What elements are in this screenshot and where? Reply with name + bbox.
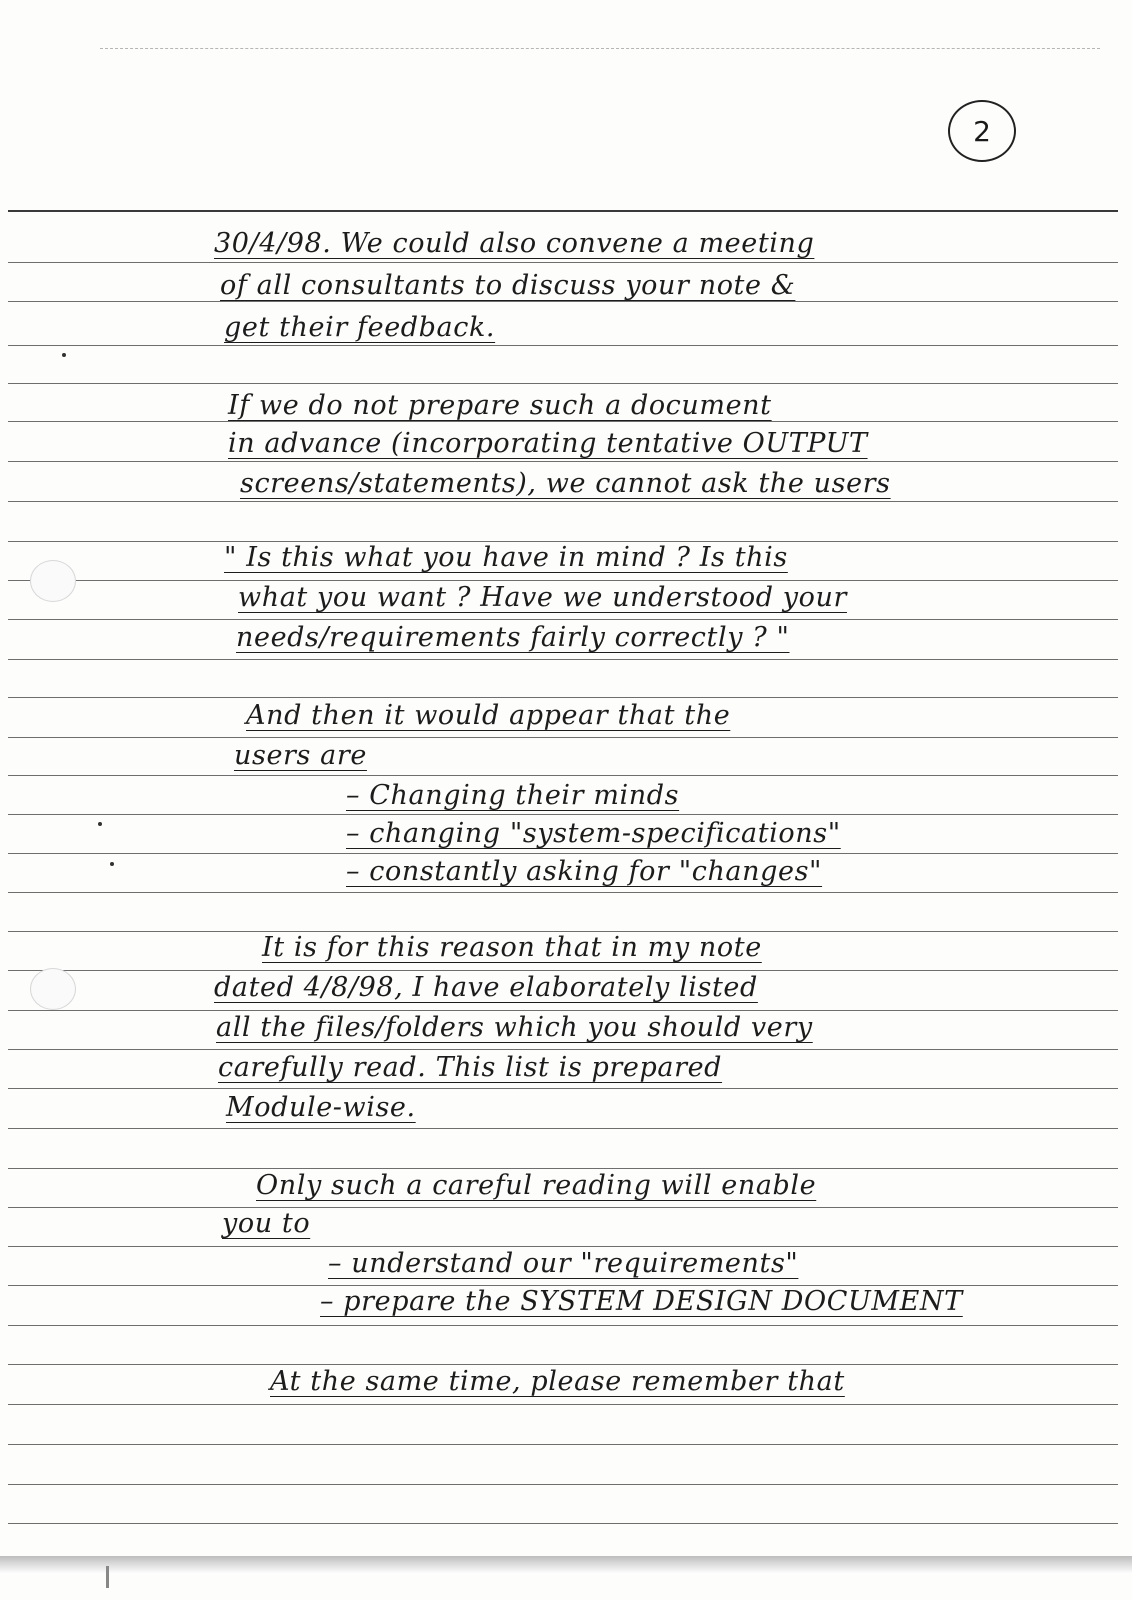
page-number: 2	[973, 114, 991, 148]
handwritten-line: carefully read. This list is prepared	[218, 1052, 723, 1083]
handwritten-line: users are	[234, 740, 367, 771]
ruled-line	[8, 1207, 1118, 1208]
handwritten-line: At the same time, please remember that	[270, 1366, 845, 1397]
ruled-line	[8, 619, 1118, 620]
stray-mark	[98, 822, 102, 826]
ruled-line	[8, 1128, 1118, 1129]
handwritten-line: – prepare the SYSTEM DESIGN DOCUMENT	[320, 1286, 963, 1317]
ruled-line	[8, 814, 1118, 815]
ruled-line	[8, 580, 1118, 581]
handwritten-line: – changing "system-specifications"	[346, 818, 841, 849]
handwritten-line: If we do not prepare such a document	[228, 390, 772, 421]
handwritten-line: what you want ? Have we understood your	[238, 582, 847, 613]
ruled-line	[8, 775, 1118, 776]
punch-hole	[30, 560, 76, 602]
ruled-line	[8, 262, 1118, 263]
handwritten-line: get their feedback.	[224, 312, 496, 343]
ruled-line	[8, 697, 1118, 698]
punch-hole	[30, 968, 76, 1010]
handwritten-line: Module-wise.	[226, 1092, 416, 1123]
ruled-line	[8, 1364, 1118, 1365]
handwritten-line: – understand our "requirements"	[328, 1248, 799, 1279]
handwritten-line: Only such a careful reading will enable	[256, 1170, 817, 1201]
ruled-line	[8, 461, 1118, 462]
ruled-line	[8, 383, 1118, 384]
page-number-circle	[948, 100, 1016, 162]
ruled-line	[8, 970, 1118, 971]
ruled-line	[8, 1049, 1118, 1050]
handwritten-line: It is for this reason that in my note	[262, 932, 762, 963]
handwritten-line: – constantly asking for "changes"	[346, 856, 823, 887]
ruled-line	[8, 1484, 1118, 1485]
ruled-line	[8, 1010, 1118, 1011]
top-dashed-line	[100, 48, 1100, 49]
ruled-line	[8, 210, 1118, 212]
ruled-line	[8, 501, 1118, 502]
handwritten-line: of all consultants to discuss your note &	[220, 270, 796, 301]
ruled-line	[8, 659, 1118, 660]
ruled-line	[8, 1325, 1118, 1326]
scan-bottom-edge	[0, 1556, 1132, 1574]
stray-mark	[110, 862, 114, 866]
ruled-line	[8, 1088, 1118, 1089]
ruled-line	[8, 737, 1118, 738]
ruled-line	[8, 853, 1118, 854]
handwritten-line: needs/requirements fairly correctly ? "	[236, 622, 790, 653]
handwritten-line: 30/4/98. We could also convene a meeting	[214, 228, 815, 259]
ruled-line	[8, 1523, 1118, 1524]
handwritten-line: in advance (incorporating tentative OUTPUT	[228, 428, 868, 459]
stray-mark	[62, 353, 66, 357]
ruled-line	[8, 1404, 1118, 1405]
handwritten-line: all the files/folders which you should very	[216, 1012, 813, 1043]
handwritten-line: " Is this what you have in mind ? Is this	[224, 542, 788, 573]
handwritten-line: – Changing their minds	[346, 780, 680, 811]
handwritten-line: screens/statements), we cannot ask the users	[240, 468, 891, 499]
ruled-line	[8, 892, 1118, 893]
ruled-line	[8, 1246, 1118, 1247]
ruled-line	[8, 1168, 1118, 1169]
scan-edge-mark	[106, 1566, 109, 1588]
handwritten-line: dated 4/8/98, I have elaborately listed	[214, 972, 758, 1003]
ruled-line	[8, 1444, 1118, 1445]
handwritten-line: And then it would appear that the	[246, 700, 731, 731]
ruled-line	[8, 345, 1118, 346]
handwritten-line: you to	[222, 1208, 311, 1239]
